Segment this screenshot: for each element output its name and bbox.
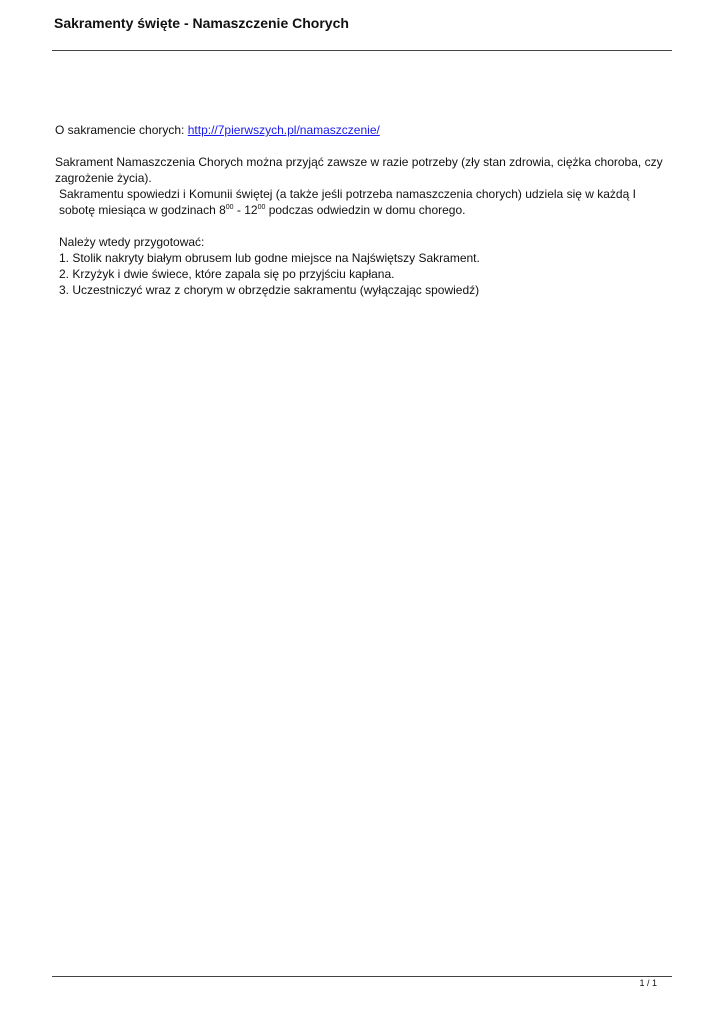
list-item: 3. Uczestniczyć wraz z chorym w obrzędzie sakramentu (wyłączając spowiedź): [59, 283, 480, 297]
time-start-minutes: 00: [225, 204, 234, 211]
paragraph-confession-schedule: [55, 186, 675, 218]
namaszczenie-link[interactable]: http://7pierwszych.pl/namaszczenie/: [187, 123, 380, 137]
paragraph-anointing: Sakrament Namaszczenia Chorych można przyjąć zawsze w razie potrzeby (zły stan zdrowia, ciężka choroba, czy zagrożenie życia).: [55, 155, 663, 185]
footer-divider: [52, 976, 672, 977]
schedule-text: Sakramentu spowiedzi i Komunii świętej (a także jeśli potrzeba namaszczenia chorych) udziela się w każdą I sobotę miesiąca w godzinach 8: [59, 187, 636, 217]
document-body: [55, 122, 675, 298]
list-item: 2. Krzyżyk i dwie świece, które zapala się po przyjściu kapłana.: [59, 267, 395, 281]
page-title: Sakramenty święte - Namaszczenie Chorych: [54, 15, 349, 31]
schedule-text-end: podczas odwiedzin w domu chorego.: [265, 203, 466, 217]
time-separator: - 12: [233, 203, 258, 217]
list-intro: Należy wtedy przygotować:: [59, 235, 205, 249]
page-number: 1 / 1: [639, 978, 657, 988]
time-end-minutes: 00: [257, 204, 266, 211]
header-divider: [52, 50, 672, 51]
list-item: 1. Stolik nakryty białym obrusem lub godne miejsce na Najświętszy Sakrament.: [59, 251, 480, 265]
intro-line: [55, 122, 675, 138]
intro-label: O sakramencie chorych:: [55, 123, 185, 137]
spacer: [55, 138, 675, 154]
spacer: [55, 218, 675, 234]
